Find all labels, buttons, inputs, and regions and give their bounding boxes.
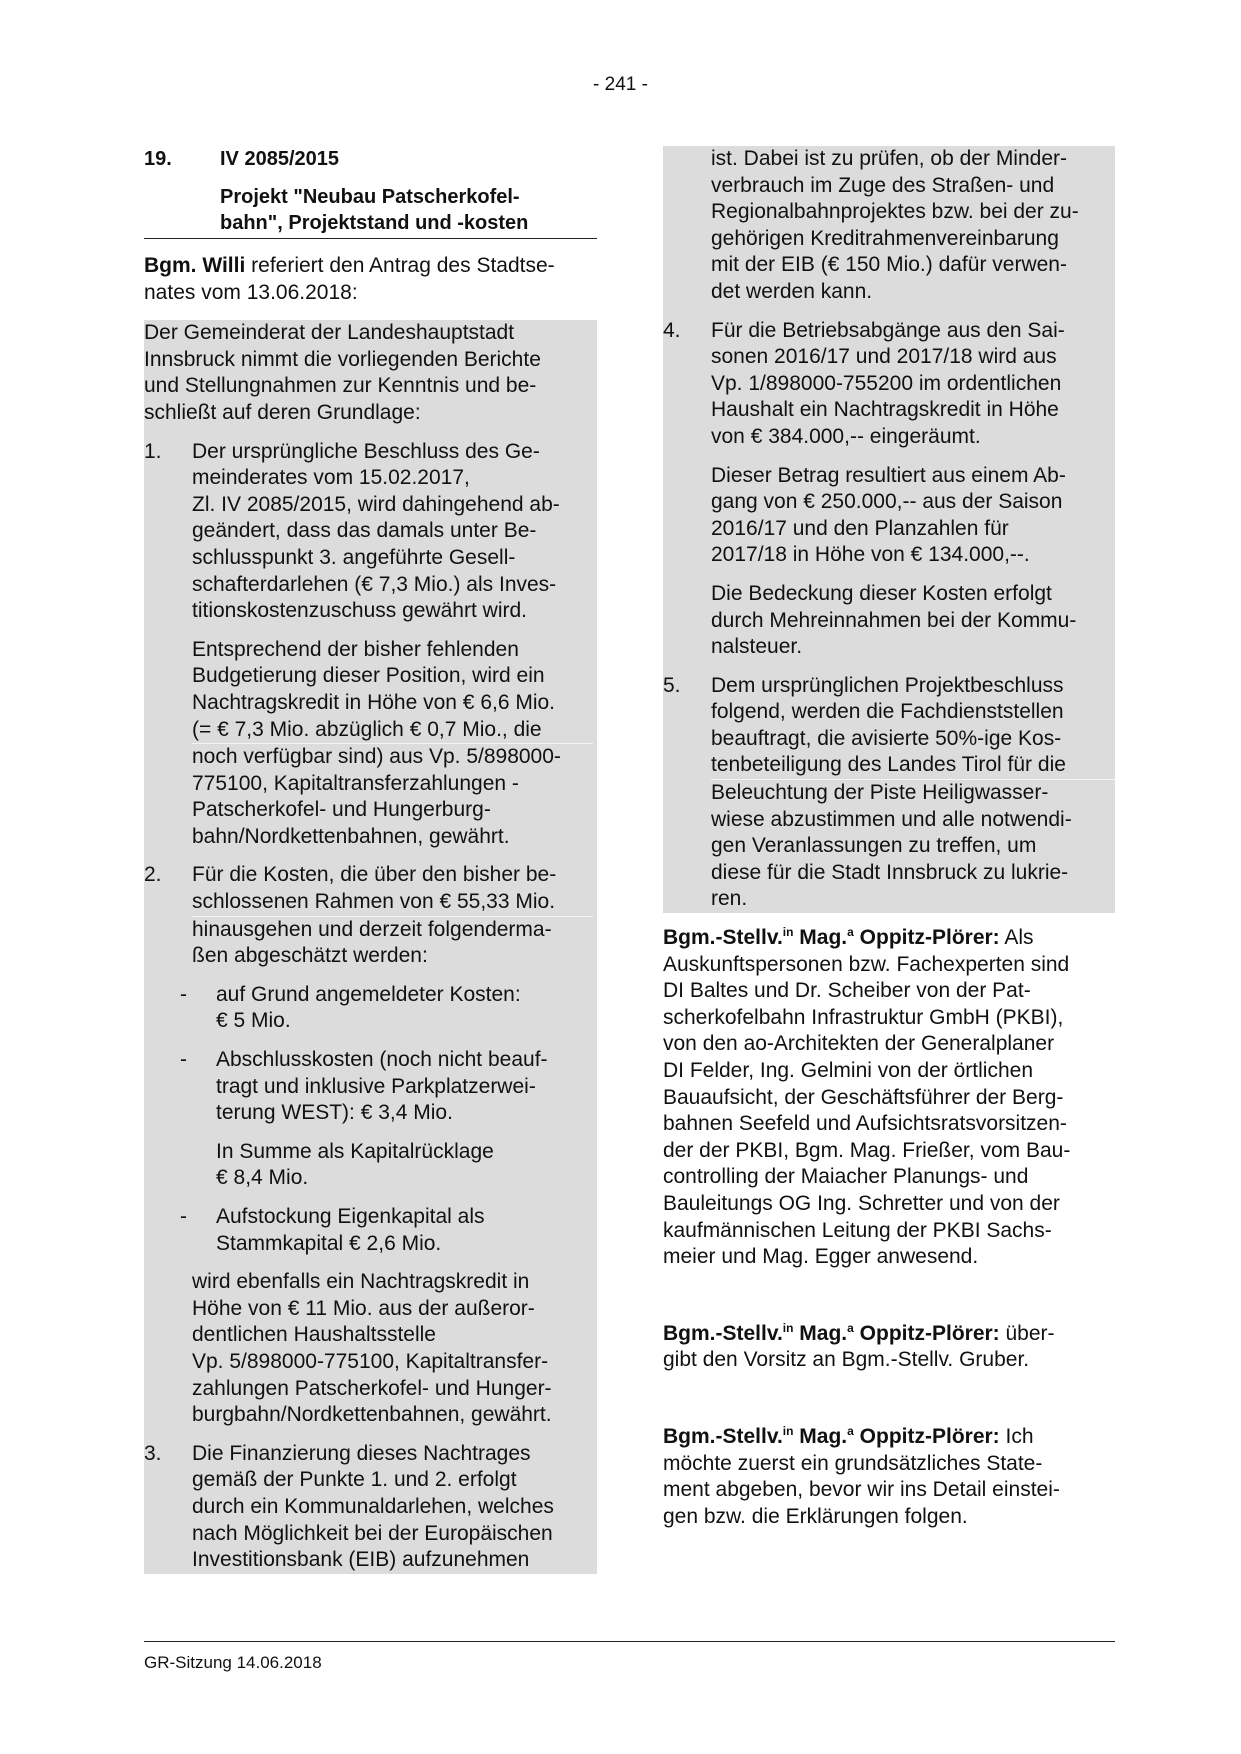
text-line: dentlichen Haushaltsstelle bbox=[192, 1323, 436, 1347]
text-line: möchte zuerst ein grundsätzliches State- bbox=[663, 1451, 1043, 1475]
text-line: ren. bbox=[711, 887, 748, 911]
text-line: schafterdarlehen (€ 7,3 Mio.) als Inves- bbox=[192, 572, 557, 596]
point-number: 3. bbox=[144, 1441, 162, 1465]
text-line: Bauleitungs OG Ing. Schretter und von der bbox=[663, 1191, 1060, 1215]
text-line: scherkofelbahn Infrastruktur GmbH (PKBI), bbox=[663, 1005, 1064, 1029]
dash-marker: - bbox=[180, 1048, 187, 1072]
text-line: burgbahn/Nordkettenbahnen, gewährt. bbox=[192, 1403, 552, 1427]
text-line: tenbeteiligung des Landes Tirol für die bbox=[711, 753, 1066, 777]
motion-point-3 bbox=[144, 1441, 593, 1574]
text-line: ßen abgeschätzt werden: bbox=[192, 944, 428, 968]
text-line: Beleuchtung der Piste Heiligwasser- bbox=[711, 779, 1115, 807]
text-line: Vp. 1/898000-755200 im ordentlichen bbox=[711, 371, 1062, 395]
text-line: diese für die Stadt Innsbruck zu lukrie- bbox=[711, 860, 1069, 884]
text-line: € 8,4 Mio. bbox=[216, 1166, 309, 1190]
text-line: Für die Kosten, die über den bisher be- bbox=[192, 863, 557, 887]
text-line: gang von € 250.000,-- aus der Saison bbox=[711, 490, 1063, 514]
text-line: gen bzw. die Erklärungen folgen. bbox=[663, 1504, 968, 1528]
title-divider bbox=[144, 238, 597, 239]
text-line: In Summe als Kapitalrücklage bbox=[216, 1139, 494, 1163]
text-line: beauftragt, die avisierte 50%-ige Kos- bbox=[711, 726, 1062, 750]
text-line: Bauaufsicht, der Geschäftsführer der Berg- bbox=[663, 1085, 1064, 1109]
dash-bullet bbox=[180, 982, 593, 1035]
page-number: - 241 - bbox=[593, 74, 648, 95]
text-line: Aufstockung Eigenkapital als bbox=[216, 1205, 485, 1228]
text-line: Budgetierung dieser Position, wird ein bbox=[192, 664, 545, 688]
text-line: DI Felder, Ing. Gelmini von der örtlichen bbox=[663, 1059, 1034, 1082]
dash-bullet bbox=[180, 1204, 593, 1257]
text-line: hinausgehen und derzeit folgenderma- bbox=[192, 916, 593, 944]
text-line: Der ursprüngliche Beschluss des Ge- bbox=[192, 439, 540, 463]
footer-text: GR-Sitzung 14.06.2018 bbox=[144, 1653, 322, 1672]
text-line: gehörigen Kreditrahmenvereinbarung bbox=[711, 226, 1059, 250]
text-line: kaufmännischen Leitung der PKBI Sachs- bbox=[663, 1218, 1052, 1242]
text-line: bahnen Seefeld und Aufsichtsratsvorsitzen- bbox=[663, 1112, 1067, 1136]
text-line: durch Mehreinnahmen bei der Kommu- bbox=[711, 608, 1077, 632]
dash-marker: - bbox=[180, 1205, 187, 1228]
text-line: wiese abzustimmen und alle notwendi- bbox=[711, 807, 1072, 831]
point-number: 1. bbox=[144, 439, 162, 463]
text-line: sonen 2016/17 und 2017/18 wird aus bbox=[711, 345, 1057, 369]
text-line: mit der EIB (€ 150 Mio.) dafür verwen- bbox=[711, 253, 1067, 277]
motion-point-2-continuation bbox=[192, 1269, 593, 1429]
text-line: gemäß der Punkte 1. und 2. erfolgt bbox=[192, 1468, 517, 1492]
text-line: Vp. 5/898000-775100, Kapitaltransfer- bbox=[192, 1349, 549, 1373]
text-line: verbrauch im Zuge des Straßen- und bbox=[711, 173, 1055, 197]
text-line: Höhe von € 11 Mio. aus der außeror- bbox=[192, 1296, 535, 1320]
intro-paragraph bbox=[144, 253, 597, 306]
speaker-name: Bgm.-Stellv.$^{in}$ Mag.$^a$ Oppitz-Plörer: bbox=[663, 1320, 1000, 1345]
agenda-item-title bbox=[220, 184, 597, 238]
text-line: Ich bbox=[999, 1424, 1034, 1448]
dash-marker: - bbox=[180, 982, 187, 1006]
text-line: gibt den Vorsitz an Bgm.-Stellv. Gruber. bbox=[663, 1348, 1030, 1372]
text-line: Investitionsbank (EIB) aufzunehmen bbox=[192, 1548, 530, 1572]
text-line: über- bbox=[999, 1321, 1055, 1345]
speaker-name: Bgm.-Stellv.$^{in}$ Mag.$^a$ Oppitz-Plörer: bbox=[663, 1423, 1000, 1448]
text-line: auf Grund angemeldeter Kosten: bbox=[216, 982, 521, 1006]
text-line: € 5 Mio. bbox=[216, 1009, 291, 1033]
motion-text-block bbox=[144, 320, 597, 1574]
speaker-name: Bgm. Willi bbox=[144, 254, 246, 277]
text-line: Stammkapital € 2,6 Mio. bbox=[216, 1231, 442, 1255]
text-line: 775100, Kapitaltransferzahlungen - bbox=[192, 771, 519, 795]
text-line: tragt und inklusive Parkplatzerwei- bbox=[216, 1074, 536, 1098]
text-line: ist. Dabei ist zu prüfen, ob der Minder- bbox=[711, 147, 1067, 170]
dash-bullet bbox=[180, 1047, 593, 1192]
text-line: (= € 7,3 Mio. abzüglich € 0,7 Mio., die bbox=[192, 717, 542, 741]
motion-text-block-continued bbox=[663, 146, 1115, 913]
agenda-item-header bbox=[144, 146, 597, 172]
text-line: terung WEST): € 3,4 Mio. bbox=[216, 1101, 453, 1125]
text-line: schlusspunkt 3. angeführte Gesell- bbox=[192, 545, 516, 569]
footer-divider bbox=[144, 1641, 1115, 1642]
text-line: Für die Betriebsabgänge aus den Sai- bbox=[711, 318, 1065, 342]
motion-point-2 bbox=[144, 862, 593, 969]
motion-point-3-continuation bbox=[711, 146, 1115, 306]
statement-paragraph bbox=[663, 1424, 1115, 1530]
text-line: schließt auf deren Grundlage: bbox=[144, 400, 421, 424]
text-line: titionskostenzuschuss gewährt wird. bbox=[192, 599, 527, 623]
text-line: DI Baltes und Dr. Scheiber von der Pat- bbox=[663, 979, 1031, 1003]
speaker-name: Bgm.-Stellv.$^{in}$ Mag.$^a$ Oppitz-Plörer: bbox=[663, 925, 1000, 950]
text-line: Der Gemeinderat der Landeshauptstadt bbox=[144, 321, 515, 345]
text-line: referiert den Antrag des Stadtse- bbox=[245, 254, 555, 277]
text-line: Dem ursprünglichen Projektbeschluss bbox=[711, 673, 1064, 697]
motion-point-4 bbox=[663, 318, 1115, 661]
text-line: 2017/18 in Höhe von € 134.000,--. bbox=[711, 543, 1030, 567]
text-line: meinderates vom 15.02.2017, bbox=[192, 466, 470, 490]
text-line: noch verfügbar sind) aus Vp. 5/898000- bbox=[192, 743, 593, 771]
text-line: Nachtragskredit in Höhe von € 6,6 Mio. bbox=[192, 690, 556, 714]
text-line: gen Veranlassungen zu treffen, um bbox=[711, 834, 1037, 858]
title-line: bahn", Projektstand und -kosten bbox=[220, 212, 529, 234]
text-line: nach Möglichkeit bei der Europäischen bbox=[192, 1521, 553, 1545]
agenda-item-number: 19. bbox=[144, 148, 172, 170]
left-column bbox=[144, 146, 597, 1574]
statement-paragraph bbox=[663, 925, 1115, 1271]
text-line: geändert, dass das damals unter Be- bbox=[192, 519, 537, 543]
motion-point-5 bbox=[663, 673, 1115, 913]
text-line: Haushalt ein Nachtragskredit in Höhe bbox=[711, 398, 1059, 422]
text-line: Regionalbahnprojektes bzw. bei der zu- bbox=[711, 200, 1079, 224]
point-number: 5. bbox=[663, 673, 681, 697]
point-number: 2. bbox=[144, 863, 162, 887]
title-line: Projekt "Neubau Patscherkofel- bbox=[220, 186, 520, 208]
text-line: Entsprechend der bisher fehlenden bbox=[192, 637, 519, 661]
statement-paragraph bbox=[663, 1321, 1115, 1374]
text-line: controlling der Maiacher Planungs- und bbox=[663, 1165, 1029, 1189]
text-line: der der PKBI, Bgm. Mag. Frießer, vom Bau- bbox=[663, 1138, 1071, 1162]
text-line: zahlungen Patscherkofel- und Hunger- bbox=[192, 1376, 552, 1400]
text-line: bahn/Nordkettenbahnen, gewährt. bbox=[192, 824, 510, 848]
right-column bbox=[663, 146, 1115, 1530]
text-line: wird ebenfalls ein Nachtragskredit in bbox=[192, 1270, 530, 1294]
text-line: von den ao-Architekten der Generalplaner bbox=[663, 1032, 1055, 1056]
text-line: ment abgeben, bevor wir ins Detail einstei- bbox=[663, 1478, 1060, 1502]
text-line: durch ein Kommunaldarlehen, welches bbox=[192, 1494, 554, 1518]
agenda-item-code: IV 2085/2015 bbox=[220, 148, 339, 170]
point-number: 4. bbox=[663, 318, 681, 342]
text-line: 2016/17 und den Planzahlen für bbox=[711, 516, 1009, 540]
text-line: meier und Mag. Egger anwesend. bbox=[663, 1245, 979, 1269]
text-line: Patscherkofel- und Hungerburg- bbox=[192, 798, 491, 822]
text-line: nalsteuer. bbox=[711, 635, 803, 659]
text-line: folgend, werden die Fachdienststellen bbox=[711, 700, 1064, 724]
text-line: det werden kann. bbox=[711, 279, 873, 303]
motion-point-1 bbox=[144, 439, 593, 851]
text-line: Auskunftspersonen bzw. Fachexperten sind bbox=[663, 952, 1070, 976]
text-line: Als bbox=[999, 926, 1034, 950]
text-line: Die Finanzierung dieses Nachtrages bbox=[192, 1441, 531, 1465]
text-line: nates vom 13.06.2018: bbox=[144, 280, 358, 304]
text-line: schlossenen Rahmen von € 55,33 Mio. bbox=[192, 890, 556, 914]
text-line: von € 384.000,-- eingeräumt. bbox=[711, 424, 981, 448]
text-line: Abschlusskosten (noch nicht beauf- bbox=[216, 1048, 548, 1072]
text-line: Dieser Betrag resultiert aus einem Ab- bbox=[711, 463, 1066, 487]
text-line: Innsbruck nimmt die vorliegenden Berichte bbox=[144, 347, 541, 371]
text-line: Die Bedeckung dieser Kosten erfolgt bbox=[711, 581, 1052, 605]
text-line: und Stellungnahmen zur Kenntnis und be- bbox=[144, 374, 537, 398]
text-line: Zl. IV 2085/2015, wird dahingehend ab- bbox=[192, 492, 560, 516]
